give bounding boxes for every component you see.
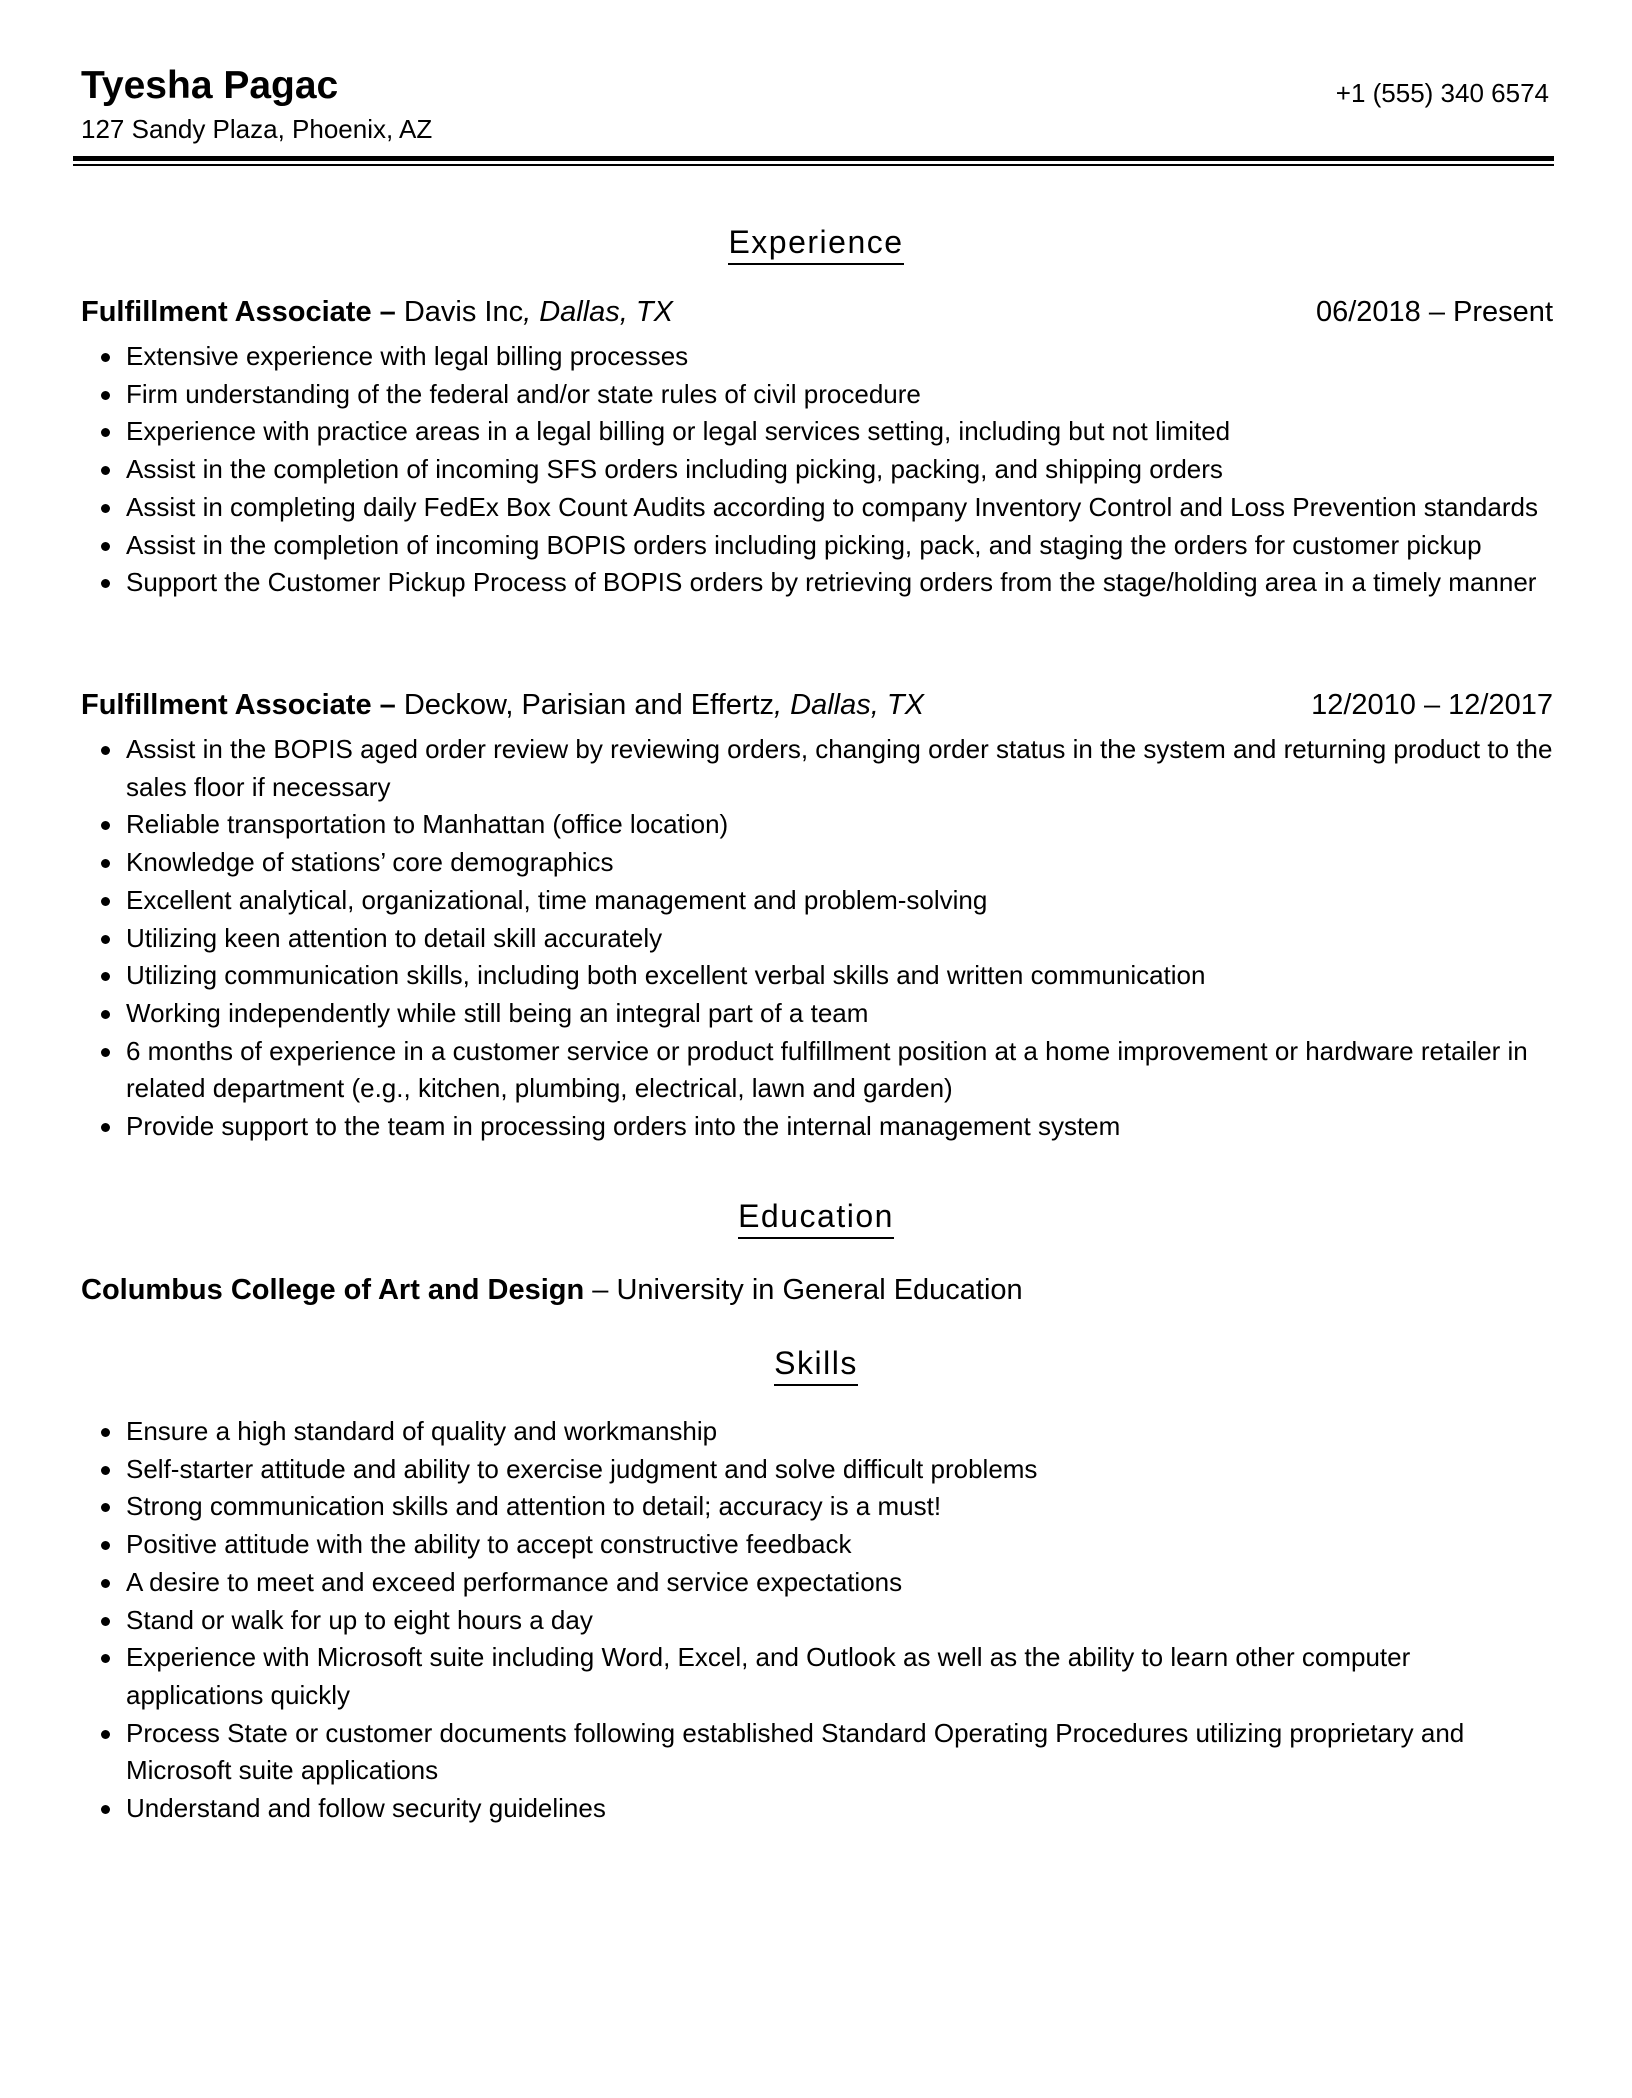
section-title-education [0,1196,1632,1239]
job-company: Davis Inc [395,296,524,328]
header-divider [73,156,1554,161]
list-item: Utilizing communication skills, including both excellent verbal skills and written communication [81,957,1553,995]
job-header-2 [81,685,1553,725]
education-school: Columbus College of Art and Design [81,1274,585,1306]
list-item: Firm understanding of the federal and/or state rules of civil procedure [81,376,1553,414]
job-dates: 06/2018 – Present [1315,296,1553,328]
job-bullets-2 [81,731,1553,1146]
job-location: , Dallas, TX [774,689,924,721]
job-header-left [81,685,924,725]
header-divider-thin [73,164,1554,166]
resume-header [81,62,1549,144]
list-item: Strong communication skills and attention to detail; accuracy is a must! [81,1488,1553,1526]
job-title: Fulfillment Associate – [81,689,396,721]
job-header-1 [81,292,1553,332]
list-item: Reliable transportation to Manhattan (office location) [81,806,1553,844]
list-item: Self-starter attitude and ability to exercise judgment and solve difficult problems [81,1451,1553,1489]
list-item: Provide support to the team in processing orders into the internal management system [81,1108,1553,1146]
list-item: Extensive experience with legal billing processes [81,338,1553,376]
job-dates: 12/2010 – 12/2017 [1311,689,1553,721]
list-item: Knowledge of stations’ core demographics [81,844,1553,882]
list-item: Positive attitude with the ability to accept constructive feedback [81,1526,1553,1564]
list-item: Assist in the BOPIS aged order review by reviewing orders, changing order status in the system and returning product to the sales floor if necessary [81,731,1553,806]
job-title: Fulfillment Associate – [81,296,396,328]
list-item: Utilizing keen attention to detail skill accurately [81,920,1553,958]
section-title-experience [0,222,1632,265]
list-item: Stand or walk for up to eight hours a day [81,1602,1553,1640]
job-company: Deckow, Parisian and Effertz [395,689,775,721]
list-item: Working independently while still being an integral part of a team [81,995,1553,1033]
job-bullets-1 [81,338,1553,602]
section-title-skills [0,1343,1632,1386]
section-title-experience-label: Experience [728,222,903,265]
section-title-skills-label: Skills [774,1343,858,1386]
skills-list [81,1413,1553,1828]
list-item: Experience with Microsoft suite including Word, Excel, and Outlook as well as the ability to learn other computer applications quickly [81,1639,1553,1714]
list-item: A desire to meet and exceed performance and service expectations [81,1564,1553,1602]
list-item: 6 months of experience in a customer service or product fulfillment position at a home improvement or hardware retailer in related department (e.g., kitchen, plumbing, electrical, lawn and garden) [81,1033,1553,1108]
education-entry [81,1270,1023,1310]
candidate-address: 127 Sandy Plaza, Phoenix, AZ [81,114,433,144]
candidate-name: Tyesha Pagac [81,64,339,107]
list-item: Excellent analytical, organizational, time management and problem-solving [81,882,1553,920]
list-item: Support the Customer Pickup Process of BOPIS orders by retrieving orders from the stage/holding area in a timely manner [81,564,1553,602]
list-item: Assist in the completion of incoming SFS orders including picking, packing, and shipping orders [81,451,1553,489]
job-header-left [81,292,673,332]
education-degree: – University in General Education [584,1274,1023,1306]
list-item: Understand and follow security guidelines [81,1790,1553,1828]
list-item: Ensure a high standard of quality and workmanship [81,1413,1553,1451]
section-title-education-label: Education [738,1196,894,1239]
list-item: Experience with practice areas in a legal billing or legal services setting, including but not limited [81,413,1553,451]
list-item: Assist in completing daily FedEx Box Count Audits according to company Inventory Control and Loss Prevention standards [81,489,1553,527]
list-item: Assist in the completion of incoming BOPIS orders including picking, pack, and staging the orders for customer pickup [81,527,1553,565]
candidate-phone: +1 (555) 340 6574 [1335,78,1549,108]
job-location: , Dallas, TX [523,296,673,328]
list-item: Process State or customer documents following established Standard Operating Procedures utilizing proprietary and Microsoft suite applications [81,1715,1553,1790]
